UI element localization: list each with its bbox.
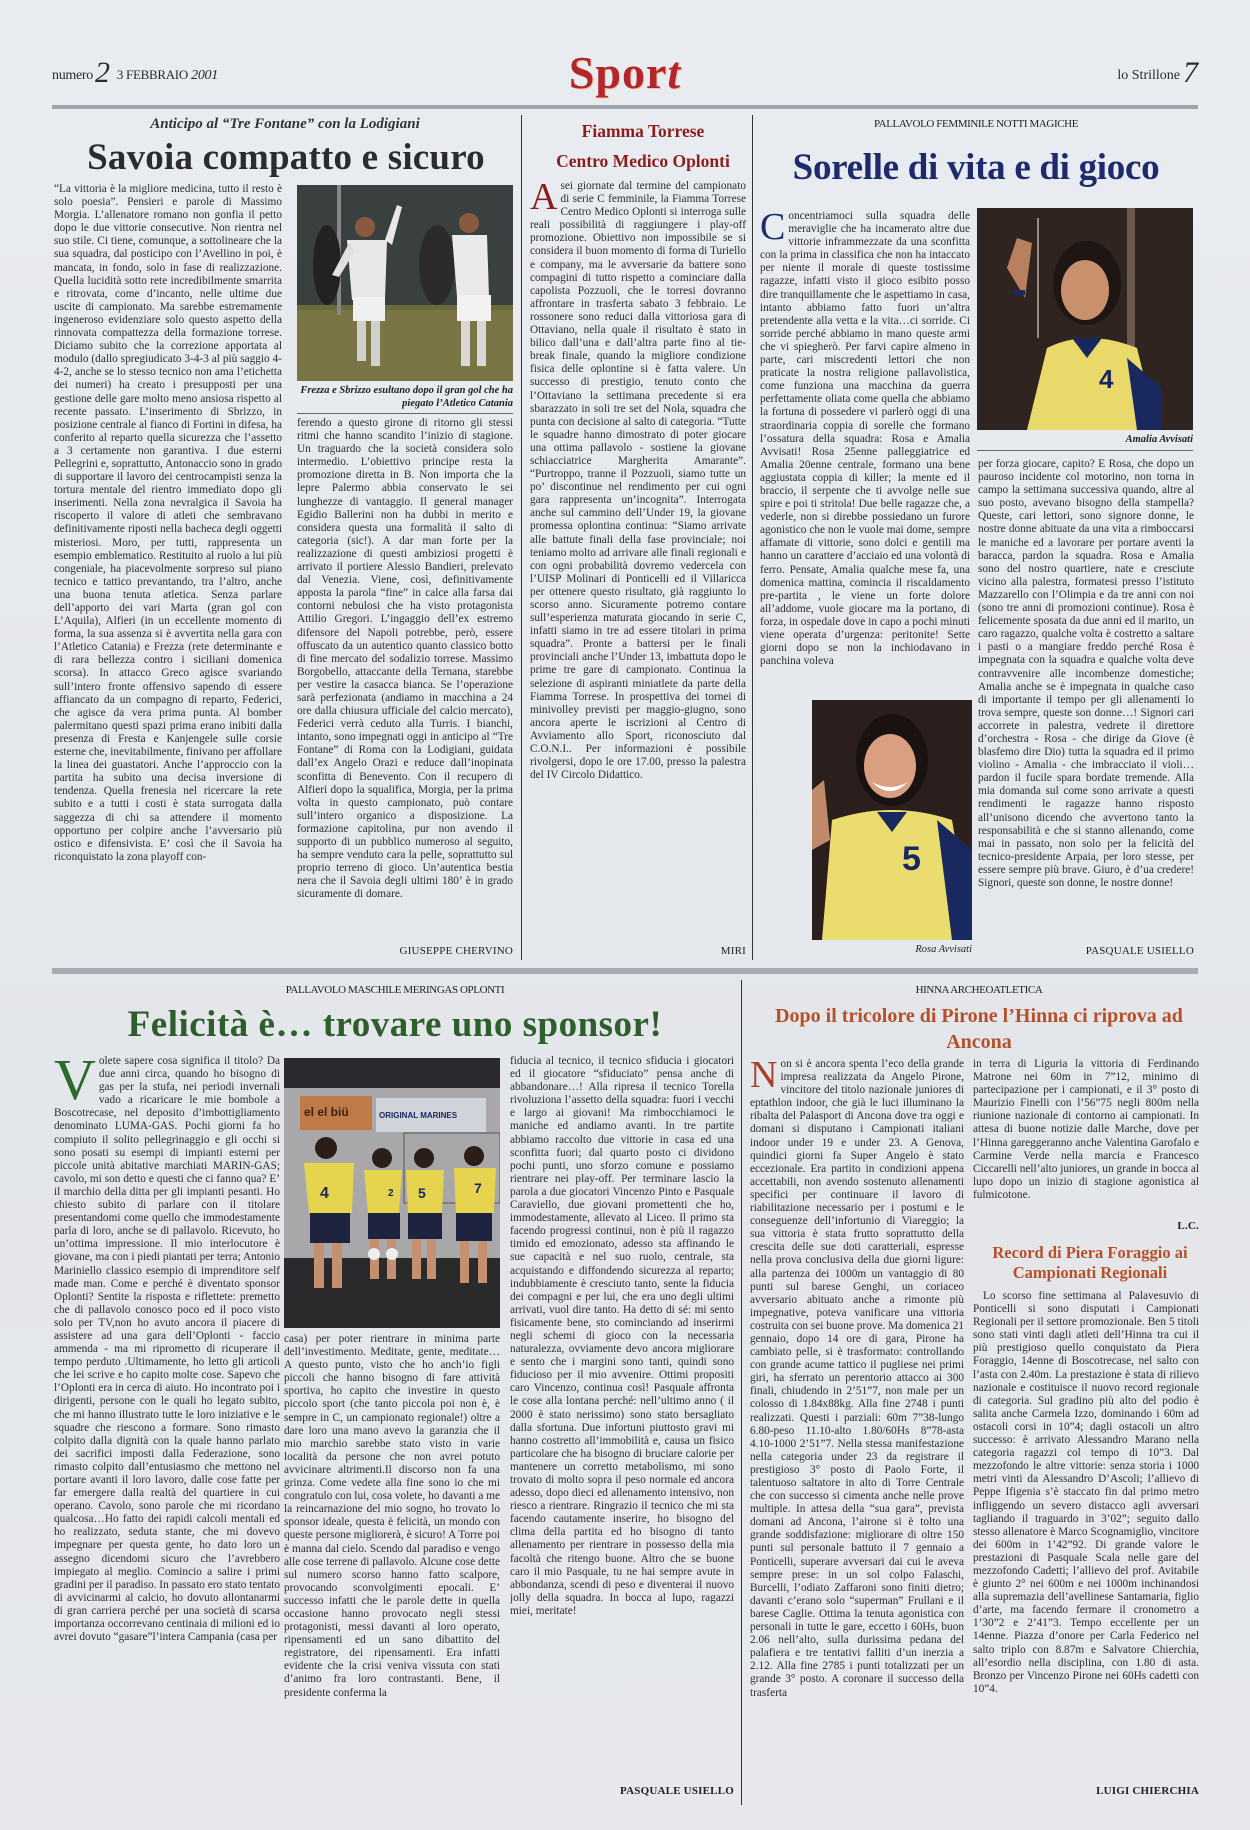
- article-byline: MIRI: [720, 945, 746, 957]
- article-column: [973, 1058, 1199, 1218]
- publication-name: lo Strillone: [1117, 68, 1180, 83]
- article-column: [760, 210, 970, 695]
- caption-rule: [977, 450, 1193, 451]
- article-byline: PASQUALE USIELLO: [1085, 945, 1194, 957]
- soccer-photo-image: [297, 185, 513, 381]
- article-column: [284, 1333, 500, 1823]
- drop-cap: N: [750, 1058, 778, 1096]
- article-text: ferendo a questo girone di ritorno gli stessi ritmi che hanno scandito l’inizio di stagione. Un traguardo che la società considera solo intermedio. L’obiettivo principe resta la promozione diretta in B. Non importa che la lepre Palermo abbia conservato le sei lunghezze di vantaggio. Il general manager Egidio Ballerini non ha dubbi in merito e considera questa una formalità il salto di categoria (sic!). A dar man forte per la realizzazione di questi ambiziosi progetti è arrivato il portiere Alessio Bandieri, prelevato dal Venezia. Viene, così, definitivamente apposta la parola “fine” in calce alla farsa dai contorni nebulosi che ha visto protagonista Attilio Gregori. L’ingaggio dell’ex estremo difensore del Napoli potrebbe, però, essere offuscato da un autentico quanto classico botto di fine mercato del sodalizio torrese. Massimo Borgobello, attaccante della Ternana, starebbe per vestire la casacca bianca. Se l’operazione sarà perfezionata (andiamo in macchina a 24 ore dalla chiusura ufficiale del calcio mercato), Federici verrà ceduto alla Turris. I bianchi, intanto, sono impegnati oggi in anticipo al “Tre Fontane” di Roma con la Lodigiani, guidata dall’ex Angelo Orazi e reduce dall’inopinata sconfitta di Benevento. Con il recupero di Alfieri dopo la squalifica, Morgia, per la prima volta in questo campionato, può contare sull’intero organico a disposizione. La formazione capitolina, pur non avendo il supporto di un pubblico numeroso al seguito, ha sempre venduto cara la pelle, soprattutto sul proprio terreno di gioco. Un’autentica bestia nera che il Savoia degli ultimi 180’ è in grado sicuramente di domare.: [297, 417, 513, 901]
- article-byline: LUIGI CHIERCHIA: [1096, 1785, 1199, 1797]
- article-byline: GIUSEPPE CHERVINO: [399, 945, 513, 957]
- article-headline: Sorelle di vita e di gioco: [792, 147, 1160, 188]
- photo-caption: Rosa Avvisati: [915, 944, 972, 955]
- caption-rule: [297, 413, 513, 414]
- article-signoff: L.C.: [1177, 1220, 1199, 1232]
- publication-info: [1117, 58, 1198, 88]
- article-headline: Dopo il tricolore di Pirone l’Hinna ci riprova ad Ancona: [775, 1005, 1183, 1053]
- banner-text: el el biü: [304, 1105, 349, 1119]
- article-headline: Fiamma Torrese: [581, 121, 705, 141]
- article-kicker: PALLAVOLO FEMMINILE NOTTI MAGICHE: [873, 118, 1079, 130]
- masthead: [52, 48, 1198, 100]
- article-column: [750, 1058, 964, 1798]
- jersey-number: 5: [418, 1185, 426, 1201]
- article-column: [973, 1290, 1199, 1780]
- volleyball-photo-image: [284, 1058, 500, 1328]
- article-byline: PASQUALE USIELLO: [620, 1785, 734, 1797]
- article-text: olete sapere cosa significa il titolo? Da due anni circa, quando ho bisogno di gas per la stufa, nei periodi invernali vado a ricaricare le mie bombole a Boscotrecase, nel deposito d’imbottigliamento denominato LUMA-GAS. Pochi giorni fa ho compiuto il solito pellegrinaggio e gli occhi si sono posati su esempi di impianti esterni per piccole unità abitative marchiati MARIN-GAS; cavolo, mi son detto e questi che ci fanno qua? E’ il marchio della ditta per gli impianti pesanti. Ho chiesto subito di parlare con il titolare presentandomi come quello che immodestamente parla di loro, anche se di pallavolo. Ricevuto, ho un’ottima impressione. Il mio interlocutore è giovane, ma con i piedi piantati per terra; Antonio Mariniello classico esempio di imprenditore self made man. Come e perché è diventato sponsor Oplonti? Sentite la risposta e riflettete: premetto che di pallavolo conosco poco ed il poco visto solo per TV,non ho avuto ancora il piacere di assistere ad una gara dell’Oplonti - faccio ammenda - ma mi riprometto di ricuperare il tempo perduto .Ultimamente, ho letto gli articoli che lei scrive e ho capito molte cose. Sapevo che l’Oplonti era in cerca di aiuto. Ho incontrato poi i dirigenti, persone con le quali ho legato subito, che mi hanno illustrato tutte le loro iniziative e le squadre che riescono a formare. Sono rimasto colpito dalla dignità con la quale hanno parlato dei sacrifici imposti dalla Federazione, sono rimasto colpito dall’entusiasmo che mettono nel portare avanti il loro lavoro, dalle cose fatte per far emergere dalla realtà del quartiere in cui operano. Cavolo, sono parole che mi ricordano qualcosa…Ho fatto dei rapidi calcoli mentali ed ho realizzato, seduta stante, che mi dovevo impegnare per questa gente, ho dato loro un assegno dicendomi sicuro che l’avrebbero impiegato al meglio. Comincio a salire i primi gradini per il paradiso. In passato ero stato tentato di avvicinarmi al calcio, ho dovuto allontanarmi di gran carriera perché per una società di scarsa importanza occorrevano centinaia di milioni ed io avrei dovuto “gasare”l’intera Campania (casa per: [54, 1055, 280, 1644]
- rosa-photo-image: [812, 700, 972, 940]
- article-text: on si è ancora spenta l’eco della grande impresa realizzata da Angelo Pirone, vincitore del titolo nazionale juniores di eptathlon indoor, che già le luci illuminano la ribalta del Palasport di Ancona dove tra oggi e domani si disputano i Campionati italiani indoor under 19 e under 23. A Genova, quindici giorni fa Super Angelo è stato eccezionale. Era partito in condizioni appena accettabili, non avendo sostenuto allenamenti specifici per continuare il lavoro di riabilitazione necessario per i postumi e le conseguenze dell’infortunio di Viareggio; la sua vittoria è stata frutto soprattutto della crescita delle sue doti caratteriali, espresse nella prova conclusiva della due giorni ligure: alla partenza dei 1000m un vantaggio di 80 punti sul barese Genghi, un coriaceo avversario abituato anche a rimonte più impegnative, poteva vanificare una vittoria costruita con sei buone prove. Ma domenica 21 gennaio, dopo 14 ore di gara, Pirone ha cambiato pelle, si è trasformato: controllando con grande acume tattico il pugliese nei primi giri, ha sferrato un perentorio attacco ai 300 finali, chiudendo in 2’51”7, non male per un colosso di 1.84x88kg. Alla fine 2748 i punti realizzati. Questi i parziali: 60m 7”38-lungo 6.80-peso 11.10-alto 1.80/60Hs 8”78-asta 4.10-1000 2’51”7. Nella stessa manifestazione nella categoria under 23 da registrare il prestigioso 3° posto di Paolo Forte, il talentuoso saltatore in alto di Torre Centrale che con successo si cimenta anche nelle prove multiple. In attesa della “sua gara”, prevista domani ad Ancona, l’airone si è tolto una grande soddisfazione: migliorare di oltre 150 punti sul personale battuto il 7 gennaio a Ponticelli, superare avversari dai cui le aveva sempre prese: in un sol colpo Falaschi, Burcelli, l’odiato Zaffaroni sono finiti dietro; davanti c’erano solo “superman” Frullani e il barese Caglie. Ottima la tenuta agonistica con personali in tutte le gare, eccetto i 60Hs, buon 2.06 nell’alto, sulla durissima pedana del palafiera e tre tentativi falliti d’un inerzia a 2.12. Alla fine 2785 i punti totalizzati per un grande 3° posto. A coronare il successo della trasferta: [750, 1058, 964, 1699]
- jersey-number: 5: [902, 840, 921, 878]
- article-column: [978, 458, 1194, 940]
- middle-rule: [52, 968, 1198, 974]
- drop-cap: C: [760, 210, 786, 248]
- article-text: in terra di Liguria la vittoria di Ferdinando Matrone nei 60m in 7”12, minimo di partecipazione per i campionati, e il 3° posto di Maurizio Finelli con l’56”75 negli 800m nella riunione nazionale di contorno ai campionati. In attesa di buone notizie dalle Marche, dove per l’Hinna gareggeranno anche Valentina Garofalo e Carmine Verde nella marcia e Francesco Ciccarelli nell’alto juniores, un grande in bocca al lupo dopo un inizio di stagione agonistica al fulmicotone.: [973, 1058, 1199, 1201]
- article-column: [510, 1055, 734, 1780]
- volleyball-team-photo: [284, 1058, 500, 1328]
- article-column: [54, 1055, 280, 1820]
- article-column: [297, 417, 513, 940]
- article-column: [530, 180, 746, 938]
- column-divider: [741, 980, 742, 1805]
- article-text: Lo scorso fine settimana al Palavesuvio di Ponticelli si sono disputati i Campionati Regionali per il settore promozionale. Ben 5 titoli sono stati vinti dagli atleti dell’Hinna tra cui il più prestigioso quello conquistato da Piera Foraggio, 14enne di Boscotrecase, nel salto con l’asta con 2.40m. La prestazione è stata di rilievo nazionale e costituisce il nuovo record regionale di categoria. Sul gradino più alto del podio è salita anche Carmela Izzo, dominando i 60m ad ostacoli corsi in 10”4; dagli ostacoli un altro successo: è arrivato Alessandro Marano nella categoria ragazzi col tempo di 10”3. Dal mezzofondo le altre vittorie: senza storia i 1000 metri vinti da Alessandro D’Ascoli; l’allievo di Peppe Ifigenia s’è staccato fin dal primo metro infliggendo un severo distacco agli avversari tagliando il traguardo in 3’02”; seguito dallo stesso allenatore è Marco Scognamiglio, vincitore dei 600m in 1’42”92. Di grande valore le prestazioni di Pasquale Scala nelle gare del mezzofondo Cadetti; l’allievo del prof. Avitabile è giunto 2° nei 600m e nei 1000m inchinandosi alla supremazia dell’avellinese Santamaria, figlio d’arte, ma facendo fermare il cronometro a 1’30”2 e 2’41”3. Tempo eccellente per un 14enne. Piazza d’onore per Carla Federico nel salto triplo con 8.87m e Salvatore Chierchia, all’esordio nella disciplina, con 1.80 di asta. Bronzo per Vincenzo Pirone nei 60Hs cadetti con 10”4.: [973, 1290, 1199, 1695]
- article-text: sei giornate dal termine del campionato di serie C femminile, la Fiamma Torrese Centro Medico Oplonti si interroga sulle reali possibilità di raggiungere i play-off promozione. Obiettivo non impossibile se si considera il buon momento di forma di Turiello e company, ma le avversarie da battere sono compagini di tutto rispetto a cominciare dalla capolista Pozzuoli, che le torresi dovranno affrontare in trasferta sabato 3 febbraio. Le rossonere sono reduci dalla vittoriosa gara di Ottaviano, nella quale il risultato è stato in bilico dall’una e dall’altra parte fino al tie-break finale, quando la migliore condizione fisica delle oplontine si è fatta valere. Un successo di prestigio, tenuto conto che l’Ottaviano la settimana precedente si era sbarazzato in soli tre set del Nola, squadra che punta con decisione al salto di categoria. “Tutte le squadre hanno dimostrato di poter giocare una ottima pallavolo - sostiene la giovane schiacciatrice Margherita Amarante”. “Purtroppo, tranne il Pozzuoli, siamo tutte un po’ discontinue nel rendimento per cui ogni gara rappresenta un’incognita”. Interrogata anche sul cammino dell’Under 19, la giovane promessa oplontina continua: “Siamo arrivate alle battute finali della fase provinciale; noi teniamo molto ad arrivare alle finali regionali e con ogni probabilità dovremo vedercela con l’UISP Molinari di Ponticelli ed il Villaricca per ottenere questo risultato, già raggiunto lo scorso anno. Sicuramente potremo contare sull’esperienza maturata giocando in serie C, infatti siamo in tre ad essere titolari in prima squadra”. Pronte a battersi per le finali provinciali anche l’Under 13, imbattuta dopo le prime tre gare di campionato. Continua la selezione di aspiranti miniatlete da parte della Fiamma Torrese. In prospettiva dei tornei di minivolley previsti per maggio-giugno, sono ancora aperte le iscrizioni al Centro di Avviamento allo Sport, riconosciuto dal C.O.N.I.. Per informazioni è possibile rivolgersi, dopo le ore 17.00, presso la palestra del IV Circolo Didattico.: [530, 180, 746, 782]
- rosa-photo: [812, 700, 972, 940]
- article-text: “La vittoria è la migliore medicina, tutto il resto è solo poesia”. Pensieri e parole di Massimo Morgia. L’allenatore romano non gonfia il petto dopo le due vittorie consecutive. Non rientra nel suo stile. Ci tiene, comunque, a sottolineare che la sua squadra, dal posticipo con l’Avellino in poi, è mancata, in fondo, solo in fase di realizzazione. Quella lucidità sotto rete incredibilmente smarrita e ritrovata, come d’incanto, nelle ultime due uscite di campionato. Ma sarebbe estremamente ingeneroso evidenziare solo questo aspetto della rinnovata compattezza della formazione torrese. Diciamo subito che la correzione apportata al modulo (dallo spregiudicato 3-4-3 al più saggio 4-4-2, anche se lo stesso tecnico non ama l’etichetta dei numeri) ha creato i presupposti per una gestione delle gare molto meno ansiosa rispetto al recente passato. L’inserimento di Sbrizzo, in posizione centrale al fianco di Fortini in difesa, ha conferito al reparto quella sicurezza che l’assetto a 3 certamente non garantiva. I due esterni Pellegrini e, soprattutto, Antonaccio sono in grado di supportare il lavoro dei centrocampisti senza la tortura mentale del rientro immediato dopo gli inserimenti. Nella zona nevralgica il Savoia ha riscoperto il valore di atleti che sembravano definitivamente riposti nella bacheca degli oggetti misteriosi. Moro, per tutti, rappresenta un esempio emblematico. Restituito al ruolo a lui più congeniale, ha piacevolmente sorpreso sul piano tecnico e tattico prevantando, tra l’altro, anche una buona tenuta atletica. Senza parlare dell’apporto dei vari Marta (gran gol con L’Aquila), Alfieri (in un eccellente momento di forma, la sua assenza si è avvertita nella gara con l’Atletico Catania) e Frezza (rete determinante e di rara bellezza contro i siciliani domenica scorsa). In attacco Greco agisce svariando sull’intero fronte offensivo sapendo di essere affiancato da un compagno di reparto, Federici, che agisce da vera prima punta. Al bomber palermitano questi spazi prima erano inibiti dalla presenza di Fresta e Kanjengele sulle corsie esterne che, inevitabilmente, finivano per affollare la linea dei guastatori. Anche l’approccio con la partita ha subito una decisa inversione di tendenza. Quella frenesia nel ricercare la rete subito e a tutti i costi è stata surrogata dalla saggezza di chi sa attendere il momento opportuno per colpire anche l’avversario più ostico e difensivista. E’ così che il Savoia ha riconquistato la zona playoff con-: [54, 183, 282, 863]
- article-subheadline: Record di Piera Foraggio ai Campionati Regionali: [992, 1243, 1188, 1282]
- issue-info: [52, 58, 218, 88]
- page-number: 7: [1183, 56, 1198, 89]
- column-divider: [752, 115, 753, 960]
- jersey-number: 2: [388, 1188, 394, 1199]
- article-kicker: Anticipo al “Tre Fontane” con la Lodigiani: [150, 116, 420, 132]
- issue-year: 2001: [191, 68, 218, 83]
- issue-number: 2: [94, 56, 110, 89]
- banner-text: ORIGINAL MARINES: [379, 1111, 458, 1120]
- drop-cap: A: [530, 180, 558, 218]
- article-headline: Savoia compatto e sicuro: [87, 137, 485, 178]
- photo-caption: Amalia Avvisati: [1125, 434, 1193, 445]
- jersey-number: 7: [474, 1180, 482, 1196]
- soccer-celebration-photo: [297, 185, 513, 381]
- drop-cap: V: [54, 1055, 96, 1112]
- section-title: [569, 46, 681, 99]
- article-text: casa) per poter rientrare in minima parte dell’investimento. Meditate, gente, meditate… A questo punto, visto che ho anch’io figli piccoli che hanno bisogno di fare attività sportiva, ho capito che investire in questo piccolo sport (che tanto piccola poi non è, è sempre in C, un campionato regionale!) oltre a dare loro una mano avevo la garanzia che il mio marchio sarebbe stato visto in varie località da persone che non avrei potuto avvicinare altrimenti.Il discorso non fa una grinza. Come vedete alla fine sono io che mi congratulo con lui, cosa volete, ho davanti a me la reincarnazione del mio sogno, ho trovato lo sponsor ideale, questa è felicità, un mondo con queste persone migliorerà, è sicuro! A Torre poi è manna dal cielo. Scendo dal paradiso e vengo alle cose terrene di pallavolo. Alcune cose dette sul numero scorso hanno fatto scalpore, provocando sconvolgimenti epocali. E’ successo infatti che le parole dette in quella occasione hanno provocato negli stessi protagonisti, messi davanti al loro operato, ripensamenti ed un sano dibattito del registratore, dei ripensamenti. Era infatti evidente che la crisi veniva vissuta con stati d’animo fra loro contrastanti. Bene, il presidente conferma la: [284, 1333, 500, 1699]
- column-divider: [521, 115, 522, 960]
- section-title-text: Spor: [568, 47, 668, 98]
- issue-date: 3 FEBBRAIO: [116, 67, 188, 82]
- article-subheadline: Centro Medico Oplonti: [556, 151, 730, 171]
- article-kicker: HINNA ARCHEOATLETICA: [915, 984, 1043, 996]
- photo-caption: Frezza e Sbrizzo esultano dopo il gran gol che ha piegato l’Atletico Catania: [300, 385, 513, 409]
- amalia-photo: [977, 208, 1193, 430]
- issue-label: numero: [52, 68, 93, 83]
- article-text: fiducia al tecnico, il tecnico sfiducia i giocatori ed il giocatore “sfiduciato” pensa anche di abbandonare…! Alla ripresa il tecnico Torella rivoluziona l’assetto della squadra: fuori i vecchi e largo ai giovani! Ma rimbocchiamoci le maniche ed andiamo avanti. In tre partite abbiamo raccolto due vittorie in casa ed una sconfitta fuori; dal quarto posto ci dividono pochi punti, uno sforzo comune e possiamo rientrare nei play-off. Per terminare lascio la parola a due giocatori Vincenzo Pinto e Pasquale Caraviello, due giovani promettenti che ho, immodestamente, allevato al Liceo. Il primo sta facendo progressi continui, non è più il ragazzo timido ed emozionato, adesso sta affinando le sue capacità e nel suo ruolo, centrale, sta acquistando e diffondendo sicurezza al reparto; indubbiamente è cresciuto tanto, sente la fiducia dei compagni e per lui, che era uno degli ultimi arrivati, vuol dire tanto. Ha detto di sé: mi sento fisicamente bene, sto cominciando ad inserirmi negli schemi di gioco con la necessaria naturalezza, ovviamente devo ancora migliorare e sento che i margini sono tanti, quindi sono fiducioso per il mio avvenire. Ottimi propositi caro Vincenzo, continua così! Pasquale affronta le cose alla lontana perché: nell’ultimo anno ( il 2000 è stato nerissimo) sono stato bersagliato dalla sfortuna. Due infortuni piuttosto gravi mi hanno costretto all’immobilità e, causa un fisico particolare che ha bisogno di bruciare calorie per mantenere un corretto metabolismo, mi sono trovato di molto sopra il peso normale ed ancora adesso, dopo dieci ed allenamento intensivo, non riesco a rientrare. Ringrazio il tecnico che mi sta facendo cautamente inserire, ho bisogno del clima della partita ed ho bisogno di tanto allenamento per rientrare in possesso della mia facoltà che ritengo buone. Altro che se buone caro il mio Pasquale, tu ne hai sempre avute in abbondanza, scendi di peso e diventerai il nuovo jolly della squadra. In bocca al lupo, ragazzi miei, meritate!: [510, 1055, 734, 1617]
- amalia-photo-image: [977, 208, 1193, 430]
- top-rule: [52, 105, 1198, 109]
- article-kicker: PALLAVOLO MASCHILE MERINGAS OPLONTI: [285, 984, 505, 996]
- article-column: [54, 183, 282, 958]
- article-text: oncentriamoci sulla squadra delle meraviglie che ha incamerato altre due vittorie inframmezzate da una sconfitta con la prima in classifica che non ha intaccato per niente il morale di queste tostissime ragazze, infatti visto il gioco esibito posso dire tranquillamente che le aspettiamo in casa, intanto abbiamo fatto fuori un’altra pretendente alla vetta e la vita…ci sorride. Ci sorride perché abbiamo in mano queste armi che vi spiegherò. Per farvi capire almeno in parte, cari miscredenti lettori che non praticate la nostra religione pallavolistica, come funziona una macchina da guerra perfettamente oliata come quella che abbiamo la fortuna di possedere vi parlerò oggi di una straordinaria coppia di sorelle che formano l’ossatura della squadra: Rosa e Amalia Avvisati! Rosa 25enne palleggiatrice ed Amalia 20enne centrale, formano una bene aggiustata coppia di killer; la mente ed il braccio, il serpente che ti avvolge nelle sue spire e poi ti stritola! Due belle ragazze che, a vederle, non si direbbe possiedano un furore agonistico che non le vuole mai dome, sempre affamate di vittorie, sono dolci e gentili ma hanno un carattere d’acciaio ed una volontà di ferro. Pensate, Amalia qualche mese fa, una domenica mattina, comincia il riscaldamento pre-partita , le viene un forte dolore all’addome, vuole giocare ma la portano, di forza, in ospedale dove in capo a pochi minuti viene operata d’urgenza: peritonite! Sette giorni dopo se non la inchiodavano in panchina voleva: [760, 210, 970, 668]
- jersey-number: 4: [1099, 364, 1114, 394]
- article-headline: Felicità è… trovare uno sponsor!: [127, 1004, 663, 1045]
- section-title-last: t: [667, 47, 682, 98]
- article-text: per forza giocare, capito? E Rosa, che dopo un pauroso incidente col motorino, non torna in campo la settimana successiva quando, altre al suo posto, avevano bisogno della stampella? Queste, cari lettori, sono signore donne, le nostre donne abituate da una vita a rimboccarsi le maniche ed a lavorare per portare aventi la baracca, pardon la squadra. Rosa e Amalia sono del nostro quartiere, nate e cresciute vicino alla palestra, formatesi presso l’istituto Mazzarello con l’Olimpia e da tre anni con noi (sono tre anni di promozioni continue). Rosa è felicemente sposata da due anni ed il marito, un caro ragazzo, qualche volta è costretto a saltare i pasti o a mangiare freddo perché Rosa è impegnata con la squadra e qualche volta deve contravvenire alle incombenze domestiche; Amalia anche se è impegnata in qualche caso di importante il tempo per gli allenamenti lo trova sempre, queste son donne…! Signori cari accorrete in palestra, vedrete il direttore d’orchestra - Rosa - che dirige da Giove (è blasfemo dire Dio) tutta la squadra ed il primo violino - Amalia - che imbracciato il violi… pardon il fucile spara bordate tremende. Alla mia domanda sul come sono arrivate a questi rendimenti le ragazze hanno risposto all’unisono dicendo che avvertono tanto la responsabilità e che si stanno allenando, come mai in passato, non solo per la felicità del tecnico-presidente Arpaia, per loro stesse, per essere sempre più brave. Giuro, è d’ua credere! Signori, queste son donne, le nostre donne!: [978, 458, 1194, 889]
- jersey-number: 4: [320, 1185, 329, 1202]
